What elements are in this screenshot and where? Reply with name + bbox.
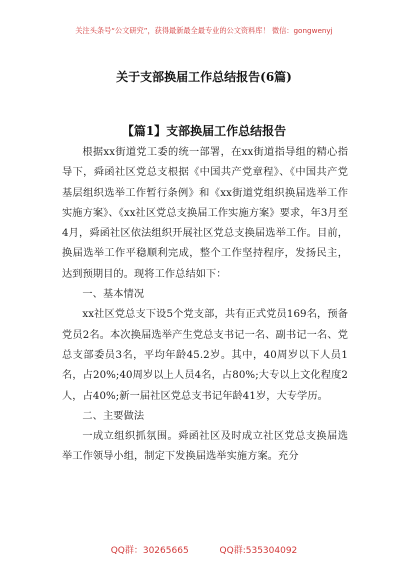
document-body: [62, 143, 348, 468]
paragraph-main-practices: 一成立组织抓氛围。舜函社区及时成立社区党总支换届选举工作领导小组，制定下发换届选举实施方案。充分: [62, 431, 348, 463]
footer-qq-group-1: QQ群：30265665: [110, 546, 189, 556]
section-title: 【篇1】支部换届工作总结报告: [121, 124, 287, 138]
heading-basic-info: 一、基本情况: [82, 289, 145, 301]
footer-qq-group-2: QQ群:535304092: [219, 546, 298, 556]
header-banner: 关注头条号“公文研究”，获得最新最全最专业的公文资料库！ 微信：gongwenyj: [75, 26, 333, 35]
footer: [0, 543, 408, 556]
heading-main-practices: 二、主要做法: [82, 410, 145, 422]
paragraph-intro: 根据xx街道党工委的统一部署，在xx街道指导组的精心指导下，舜函社区党总支根据《中国共产党章程》、《中国共产党基层组织选举工作暂行条例》和《xx街道党组织换届选举工作实施方案》、《xx社区党总支换届工作实施方案》要求，年3月至4月，舜函社区依法组织开展社区党总支换届选举工作。目前，换届选举工作平稳顺利完成，整个工作坚持程序，发扬民主，达到预期目的。现将工作总结如下：: [62, 147, 348, 280]
paragraph-basic-info: xx社区党总支下设5个党支部，共有正式党员169名，预备党员2名。本次换届选举产生党总支书记一名、副书记一名、党总支部委员3名，平均年龄45.2岁。其中，40周岁以下人员1名，占20%;40周岁以上人员4名，占80%;大专以上文化程度2人，占40%;新一届社区党总支书记年龄41岁，大专学历。: [62, 309, 348, 402]
document-title: 关于支部换届工作总结报告(6篇): [116, 70, 292, 84]
